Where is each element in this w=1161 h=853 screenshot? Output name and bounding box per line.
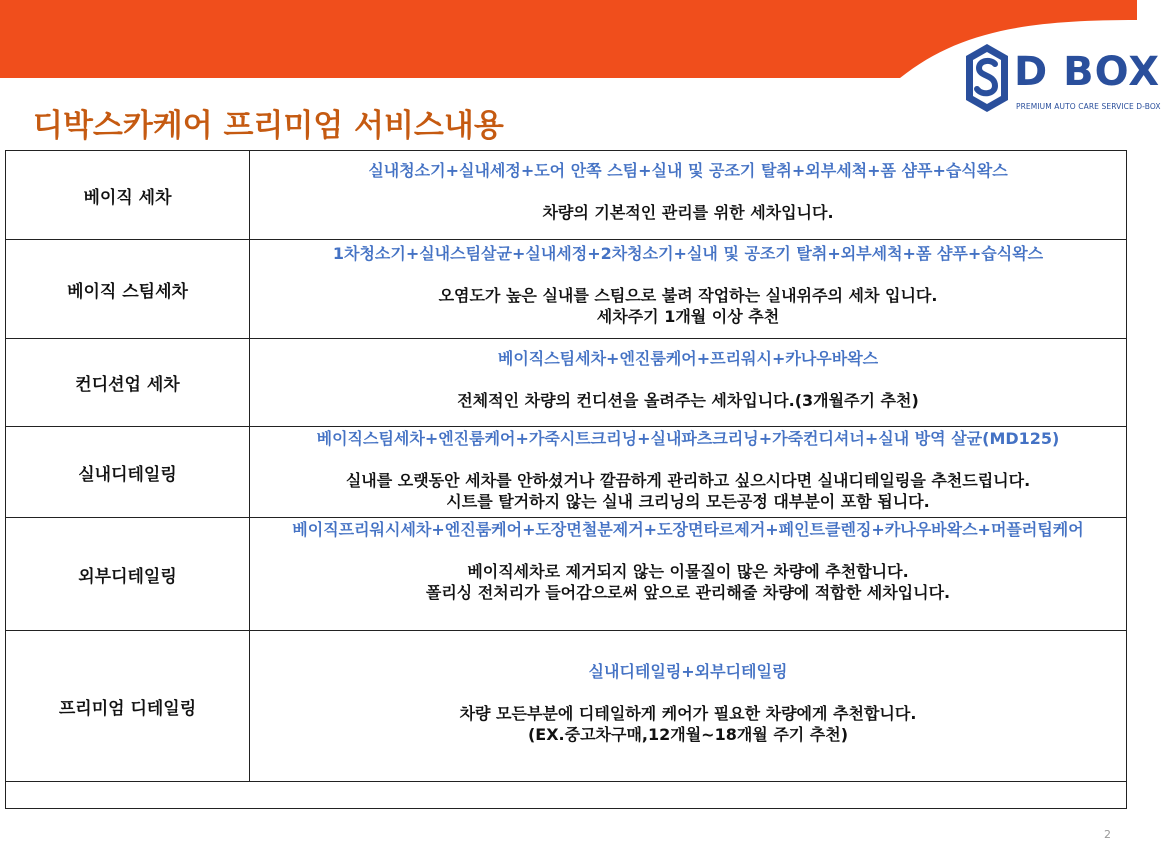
service-combo: 실내청소기+실내세정+도어 안쪽 스팀+실내 및 공조기 탈취+외부세척+폼 샴푸+습식왁스 <box>368 161 1008 180</box>
service-name: 외부디테일링 <box>6 518 250 631</box>
service-note: 차량 모든부분에 디테일하게 케어가 필요한 차량에게 추천합니다. <box>459 704 917 723</box>
dbox-logo <box>964 42 1161 116</box>
logo-tagline: PREMIUM AUTO CARE SERVICE D-BOX <box>1016 102 1161 111</box>
table-row <box>6 339 1127 427</box>
table-row <box>6 518 1127 631</box>
service-note: 세차주기 1개월 이상 추천 <box>596 307 780 326</box>
service-combo: 베이직프리워시세차+엔진룸케어+도장면철분제거+도장면타르제거+페인트클렌징+카나우바왁스+머플러팁케어 <box>292 520 1084 539</box>
table-row <box>6 427 1127 518</box>
service-note: 시트를 탈거하지 않는 실내 크리닝의 모든공정 대부분이 포함 됩니다. <box>446 492 930 511</box>
table-row <box>6 631 1127 782</box>
services-table <box>5 150 1127 809</box>
service-note: (EX.중고차구매,12개월~18개월 주기 추천) <box>527 725 849 744</box>
s-shield-icon <box>964 42 1010 114</box>
service-description <box>250 240 1127 339</box>
service-name: 베이직 스팀세차 <box>6 240 250 339</box>
service-note: 차량의 기본적인 관리를 위한 세차입니다. <box>542 203 834 222</box>
service-note: 베이직세차로 제거되지 않는 이물질이 많은 차량에 추천합니다. <box>467 562 909 581</box>
service-note: 폴리싱 전처리가 들어감으로써 앞으로 관리해줄 차량에 적합한 세차입니다. <box>425 583 951 602</box>
service-description <box>250 518 1127 631</box>
table-row-empty <box>6 782 1127 809</box>
service-note: 실내를 오랫동안 세차를 안하셨거나 깔끔하게 관리하고 싶으시다면 실내디테일링을 추천드립니다. <box>345 471 1031 490</box>
page-title: 디박스카케어 프리미엄 서비스내용 <box>33 108 504 144</box>
service-combo: 베이직스팀세차+엔진룸케어+프리워시+카나우바왁스 <box>497 349 879 368</box>
service-combo: 베이직스팀세차+엔진룸케어+가죽시트크리닝+실내파츠크리닝+가죽컨디셔너+실내 방역 살균(MD125) <box>316 429 1060 448</box>
service-combo: 실내디테일링+외부디테일링 <box>588 662 788 681</box>
service-name: 컨디션업 세차 <box>6 339 250 427</box>
service-description <box>250 339 1127 427</box>
page-number: 2 <box>1104 828 1111 841</box>
service-name: 실내디테일링 <box>6 427 250 518</box>
logo-brand: D BOX <box>1014 49 1161 95</box>
service-note: 오염도가 높은 실내를 스팀으로 불려 작업하는 실내위주의 세차 입니다. <box>438 286 938 305</box>
service-note: 전체적인 차량의 컨디션을 올려주는 세차입니다.(3개월주기 추천) <box>457 391 919 410</box>
service-description <box>250 151 1127 240</box>
service-combo: 1차청소기+실내스팀살균+실내세정+2차청소기+실내 및 공조기 탈취+외부세척+폼 샴푸+습식왁스 <box>332 244 1044 263</box>
empty-cell <box>6 782 1127 809</box>
service-description <box>250 427 1127 518</box>
service-name: 베이직 세차 <box>6 151 250 240</box>
service-description <box>250 631 1127 782</box>
service-name: 프리미엄 디테일링 <box>6 631 250 782</box>
table-row <box>6 240 1127 339</box>
table-row <box>6 151 1127 240</box>
